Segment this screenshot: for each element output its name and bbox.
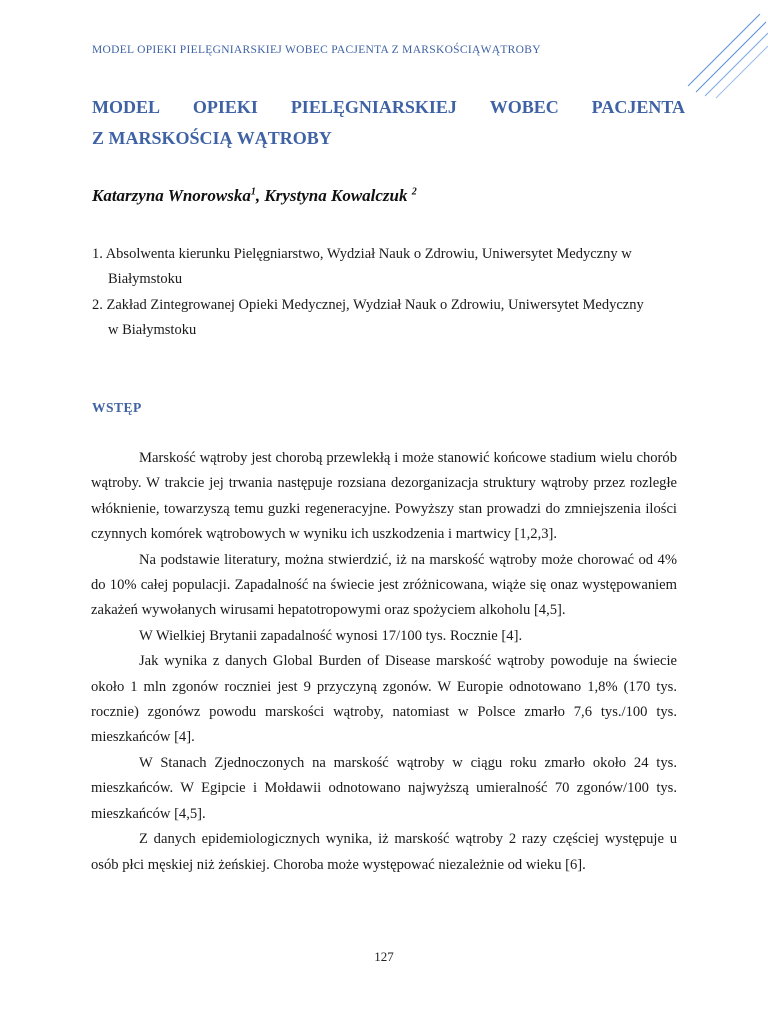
authors — [92, 186, 417, 206]
author-separator: , — [255, 186, 265, 205]
paragraph: W Stanach Zjednoczonych na marskość wątroby w ciągu roku zmarło około 24 tys. mieszkańców. W Egipcie i Mołdawii odnotowano najwyższą umieralność 70 zgonów/100 tys. mieszkańców [4,5]. — [91, 754, 677, 822]
paragraph: Z danych epidemiologicznych wynika, iż marskość wątroby 2 razy częściej występuje u osób płci męskiej niż żeńskiej. Choroba może występować niezależnie od wieku [6]. — [91, 831, 677, 873]
paragraph: Jak wynika z danych Global Burden of Disease marskość wątroby powoduje na świecie około 1 mln zgonów roczniei jest 9 przyczyną zgonów. W Europie odnotowano 1,8% (170 tys. rocznie) zgonówz powodu marskości wątroby, natomiast w Polsce zmarło 7,6 tys./100 tys. mieszkańców [4]. — [91, 653, 677, 746]
body-text — [91, 446, 677, 878]
affiliation-line: Białymstoku — [108, 271, 183, 287]
affiliation-line: w Białymstoku — [108, 322, 197, 338]
title-word: OPIEKI — [192, 97, 258, 117]
article-title-line-1 — [92, 97, 685, 118]
title-word: PACJENTA — [591, 97, 685, 117]
section-heading: WSTĘP — [92, 400, 142, 415]
author-name: Krystyna Kowalczuk — [264, 186, 412, 205]
paragraph: Marskość wątroby jest chorobą przewlekłą i może stanowić końcowe stadium wielu chorób wątroby. W trakcie jej trwania następuje rozsiana dezorganizacja struktury wątroby przez rozległe włóknienie, towarzyszą temu guzki regeneracyjne. Powyższy stan prowadzi do zmniejszenia ilości czynnych komórek wątrobowych w wyniku ich uszkodzenia i martwicy [1,2,3]. — [91, 450, 677, 543]
running-header: MODEL OPIEKI PIELĘGNIARSKIEJ WOBEC PACJENTA Z MARSKOŚCIĄWĄTROBY — [92, 44, 541, 56]
title-word: WOBEC — [489, 97, 559, 117]
affiliation — [92, 242, 682, 292]
paragraph: W Wielkiej Brytanii zapadalność wynosi 17/100 tys. Rocznie [4]. — [139, 627, 523, 644]
title-word: MODEL — [92, 97, 161, 117]
affiliation-line: 1. Absolwenta kierunku Pielęgniarstwo, Wydział Nauk o Zdrowiu, Uniwersytet Medyczny w — [92, 246, 632, 262]
article-title-line-2: Z MARSKOŚCIĄ WĄTROBY — [92, 128, 332, 148]
paragraph: Na podstawie literatury, można stwierdzić, iż na marskość wątroby może chorować od 4% do 10% całej populacji. Zapadalność na świecie jest zróżnicowana, wiąże się onaz występowaniem zakażeń wywołanych wirusami hepatotropowymi oraz spożyciem alkoholu [4,5]. — [91, 551, 677, 619]
affiliation-ref: 2 — [411, 186, 417, 198]
page-number: 127 — [374, 949, 394, 964]
affiliation — [92, 293, 682, 343]
affiliation-line: 2. Zakład Zintegrowanej Opieki Medycznej, Wydział Nauk o Zdrowiu, Uniwersytet Medyczny — [92, 297, 644, 313]
author-name: Katarzyna Wnorowska — [92, 186, 251, 205]
title-word: PIELĘGNIARSKIEJ — [290, 97, 457, 117]
affiliation-ref: 1 — [250, 186, 256, 198]
